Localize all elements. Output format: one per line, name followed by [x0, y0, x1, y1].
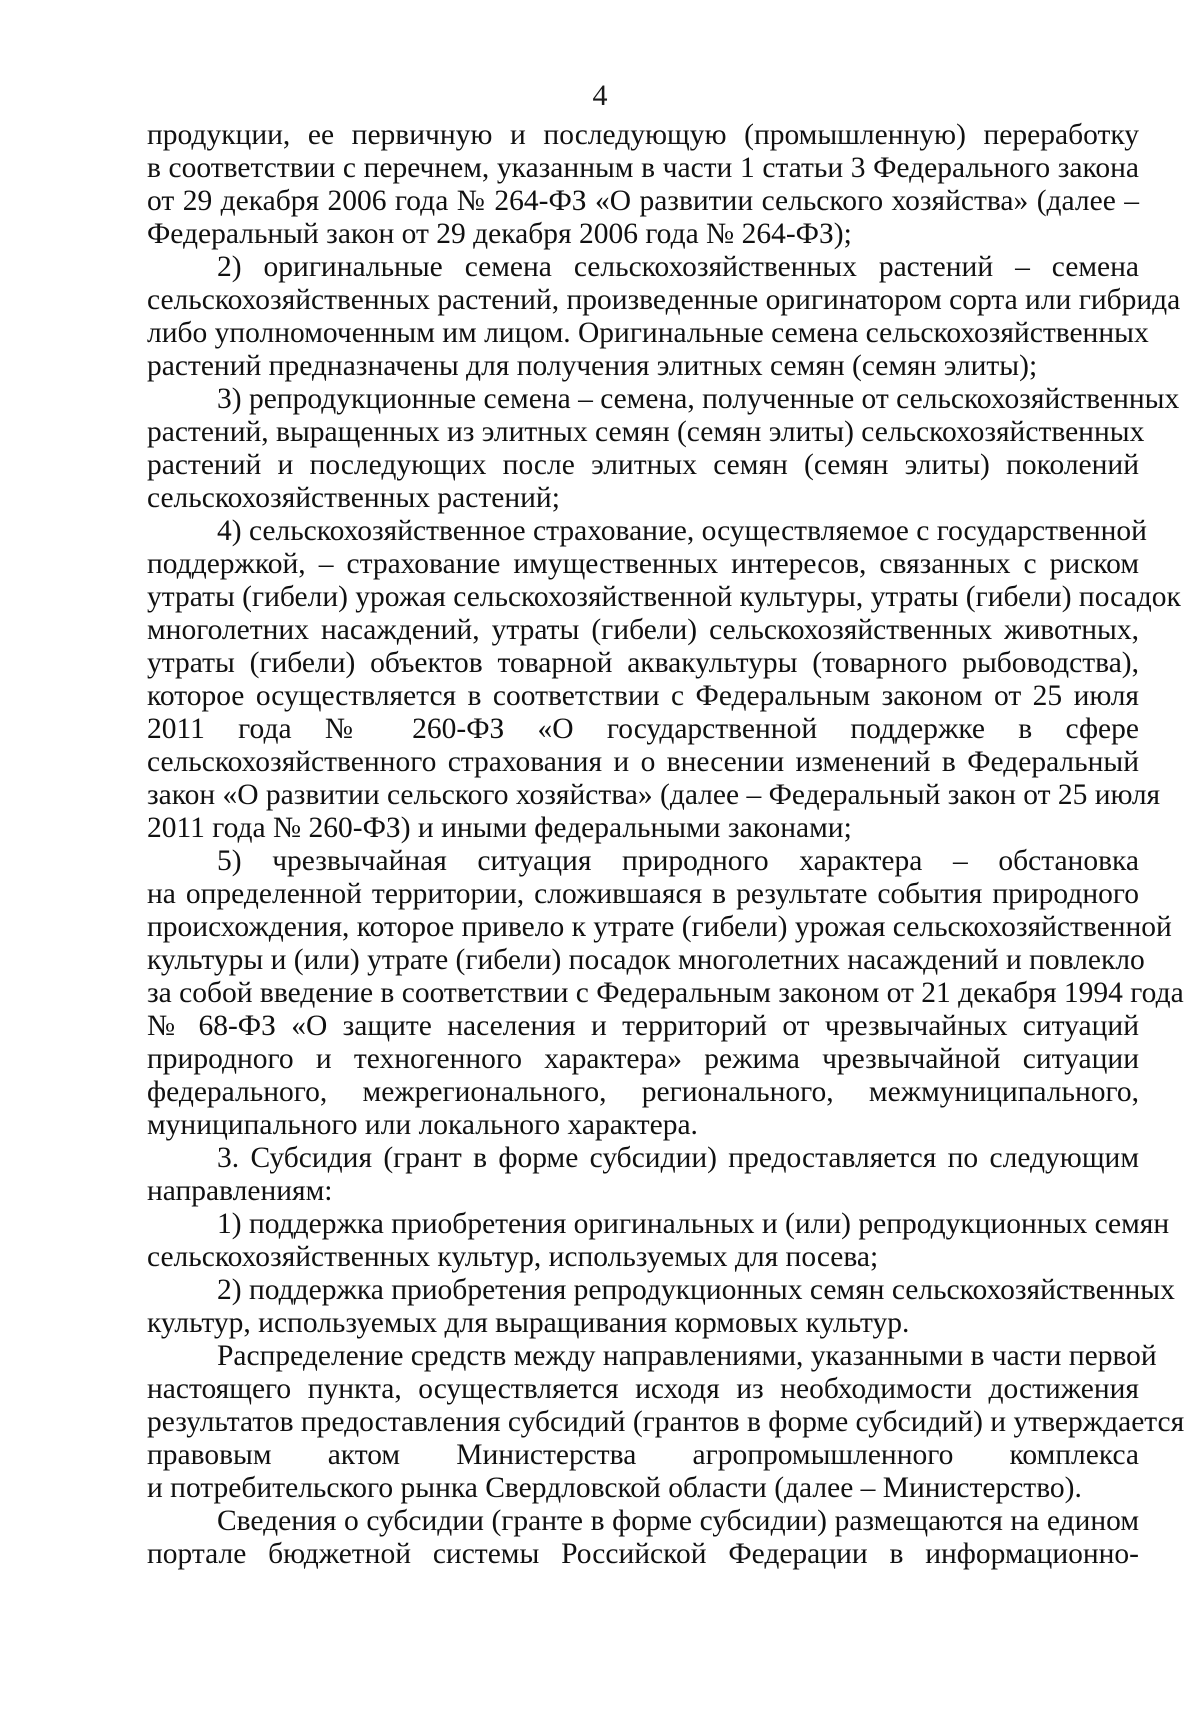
- text-line: утраты (гибели) урожая сельскохозяйственной культуры, утраты (гибели) посадок: [147, 581, 1181, 613]
- text-line: в соответствии с перечнем, указанным в части 1 статьи 3 Федерального закона: [147, 152, 1139, 184]
- paragraph: [147, 1208, 1170, 1274]
- text-line: культур, используемых для выращивания кормовых культур.: [147, 1307, 910, 1339]
- text-line: либо уполномоченным им лицом. Оригинальные семена сельскохозяйственных: [147, 317, 1149, 349]
- text-line: растений и последующих после элитных семян (семян элиты) поколений: [147, 449, 1139, 481]
- text-line: 2) оригинальные семена сельскохозяйственных растений – семена: [217, 251, 1139, 283]
- text-line: направлениям:: [147, 1175, 333, 1207]
- paragraph: [147, 1340, 1185, 1505]
- text-line: растений предназначены для получения элитных семян (семян элиты);: [147, 350, 1038, 382]
- text-line: на определенной территории, сложившаяся в результате события природного: [147, 878, 1139, 910]
- text-line: сельскохозяйственного страхования и о внесении изменений в Федеральный: [147, 746, 1139, 778]
- paragraph: [147, 845, 1184, 1142]
- text-line: Сведения о субсидии (гранте в форме субсидии) размещаются на едином: [217, 1505, 1139, 1537]
- paragraph: [147, 1274, 1175, 1340]
- text-line: 3) репродукционные семена – семена, полученные от сельскохозяйственных: [217, 383, 1180, 415]
- text-line: сельскохозяйственных растений;: [147, 482, 560, 514]
- text-line: поддержкой, – страхование имущественных интересов, связанных с риском: [147, 548, 1139, 580]
- text-line: № 68-ФЗ «О защите населения и территорий от чрезвычайных ситуаций: [147, 1010, 1139, 1042]
- text-line: и потребительского рынка Свердловской области (далее – Министерство).: [147, 1472, 1082, 1504]
- text-line: Федеральный закон от 29 декабря 2006 года № 264-ФЗ);: [147, 218, 852, 250]
- page-number: 4: [592, 79, 608, 112]
- text-line: утраты (гибели) объектов товарной аквакультуры (товарного рыбоводства),: [147, 647, 1139, 679]
- text-line: сельскохозяйственных культур, используемых для посева;: [147, 1241, 879, 1273]
- paragraph: [147, 1505, 1139, 1571]
- text-line: правовым актом Министерства агропромышленного комплекса: [147, 1439, 1139, 1471]
- text-line: 4) сельскохозяйственное страхование, осуществляемое с государственной: [217, 515, 1147, 547]
- text-line: 2) поддержка приобретения репродукционных семян сельскохозяйственных: [217, 1274, 1175, 1306]
- text-line: закон «О развитии сельского хозяйства» (далее – Федеральный закон от 25 июля: [147, 779, 1161, 811]
- text-line: настоящего пункта, осуществляется исходя из необходимости достижения: [147, 1373, 1139, 1405]
- text-line: 5) чрезвычайная ситуация природного характера – обстановка: [217, 845, 1139, 877]
- paragraph: [147, 383, 1180, 515]
- text-line: 3. Субсидия (грант в форме субсидии) предоставляется по следующим: [217, 1142, 1139, 1174]
- text-line: федерального, межрегионального, регионального, межмуниципального,: [147, 1076, 1139, 1108]
- text-line: продукции, ее первичную и последующую (промышленную) переработку: [147, 119, 1139, 151]
- text-line: которое осуществляется в соответствии с Федеральным законом от 25 июля: [147, 680, 1139, 712]
- text-line: культуры и (или) утрате (гибели) посадок многолетних насаждений и повлекло: [147, 944, 1145, 976]
- text-line: сельскохозяйственных растений, произведенные оригинатором сорта или гибрида: [147, 284, 1181, 316]
- text-line: портале бюджетной системы Российской Федерации в информационно-: [147, 1538, 1139, 1570]
- text-line: природного и техногенного характера» режима чрезвычайной ситуации: [147, 1043, 1139, 1075]
- text-line: 2011 года № 260-ФЗ) и иными федеральными законами;: [147, 812, 852, 844]
- text-line: происхождения, которое привело к утрате (гибели) урожая сельскохозяйственной: [147, 911, 1172, 943]
- text-line: 1) поддержка приобретения оригинальных и (или) репродукционных семян: [217, 1208, 1170, 1240]
- text-line: многолетних насаждений, утраты (гибели) сельскохозяйственных животных,: [147, 614, 1139, 646]
- text-line: от 29 декабря 2006 года № 264-ФЗ «О развитии сельского хозяйства» (далее –: [147, 185, 1139, 217]
- text-line: муниципального или локального характера.: [147, 1109, 698, 1141]
- paragraph: [147, 515, 1181, 845]
- text-line: 2011 года № 260-ФЗ «О государственной поддержке в сфере: [147, 713, 1139, 745]
- paragraph: [147, 119, 1139, 251]
- paragraph: [147, 1142, 1139, 1208]
- document-body: [147, 119, 1185, 1571]
- paragraph: [147, 251, 1181, 383]
- text-line: Распределение средств между направлениями, указанными в части первой: [217, 1340, 1157, 1372]
- text-line: растений, выращенных из элитных семян (семян элиты) сельскохозяйственных: [147, 416, 1145, 448]
- text-line: результатов предоставления субсидий (грантов в форме субсидий) и утверждается: [147, 1406, 1185, 1438]
- text-line: за собой введение в соответствии с Федеральным законом от 21 декабря 1994 года: [147, 977, 1184, 1009]
